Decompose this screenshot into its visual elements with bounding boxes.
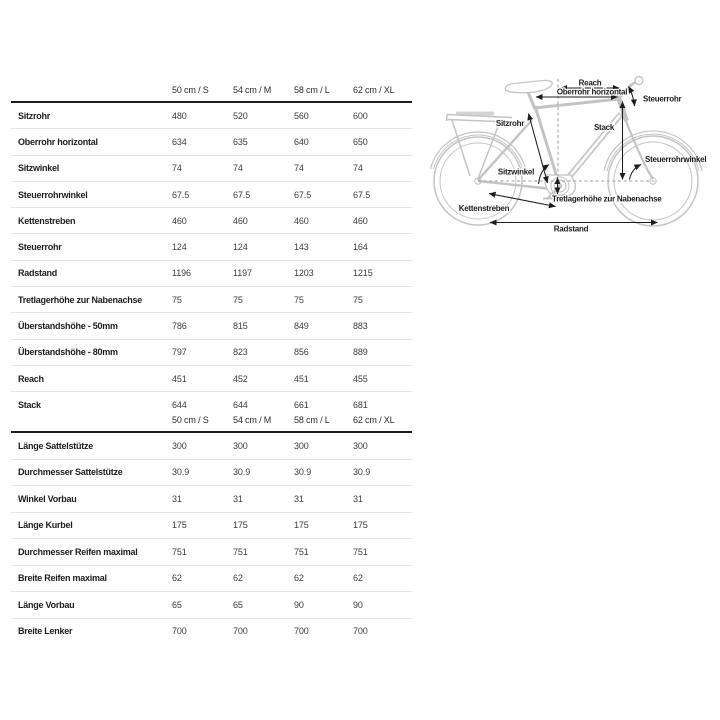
row-label: Oberrohr horizontal [18, 136, 98, 147]
table-row [11, 566, 412, 593]
spec-value: 751 [294, 546, 309, 557]
spec-value: 75 [294, 294, 304, 305]
spec-value: 640 [294, 136, 309, 147]
spec-value: 883 [353, 321, 368, 332]
spec-value: 67.5 [233, 189, 251, 200]
spec-value: 460 [294, 215, 309, 226]
spec-value: 480 [172, 110, 187, 121]
front-fender-inner [607, 134, 699, 171]
spec-value: 635 [233, 136, 248, 147]
diagram-label-tretlagerhoehe: Tretlagerhöhe zur Nabenachse [552, 194, 662, 204]
row-label: Breite Lenker [18, 626, 73, 637]
spec-value: 31 [233, 493, 243, 504]
table-row [11, 156, 412, 182]
spec-value: 700 [353, 626, 368, 637]
spec-value: 175 [294, 520, 309, 531]
spec-value: 175 [353, 520, 368, 531]
table-row [11, 539, 412, 566]
spec-value: 30.9 [172, 467, 190, 478]
spec-value: 751 [353, 546, 368, 557]
spec-value: 452 [233, 373, 248, 384]
spec-value: 681 [353, 399, 368, 410]
spec-value: 455 [353, 373, 368, 384]
spec-value: 75 [353, 294, 363, 305]
row-label: Sitzrohr [18, 110, 51, 121]
table-row [11, 129, 412, 155]
spec-value: 75 [172, 294, 182, 305]
spec-value: 300 [294, 440, 309, 451]
diagram-label-kettenstreben: Kettenstreben [458, 204, 510, 213]
column-header-size-s: 50 cm / S [172, 85, 209, 95]
spec-value: 1215 [353, 268, 373, 279]
table-row [11, 592, 412, 619]
column-header-size-xl: 62 cm / XL [353, 415, 395, 425]
table-row [11, 261, 412, 287]
row-label: Kettenstreben [18, 215, 76, 226]
spec-value: 644 [172, 399, 187, 410]
spec-value: 797 [172, 347, 187, 358]
spec-value: 75 [233, 294, 243, 305]
row-label: Radstand [18, 268, 58, 279]
spec-value: 700 [294, 626, 309, 637]
column-header-size-xl: 62 cm / XL [353, 85, 395, 95]
spec-value: 856 [294, 347, 309, 358]
diagram-label-steuerrohr: Steuerrohr [643, 94, 682, 104]
diagram-label-radstand: Radstand [553, 224, 589, 234]
row-label: Steuerrohrwinkel [18, 189, 88, 200]
row-label: Durchmesser Sattelstütze [18, 467, 123, 478]
spec-value: 74 [233, 163, 243, 174]
spec-value: 90 [294, 599, 304, 610]
row-label: Länge Kurbel [18, 520, 73, 531]
spec-value: 300 [172, 440, 187, 451]
column-header-size-m: 54 cm / M [233, 415, 272, 425]
spec-value: 67.5 [353, 189, 371, 200]
row-label: Stack [18, 399, 41, 410]
diagram-label-steuerrohrwinkel: Steuerrohrwinkel [645, 155, 707, 164]
bike-geometry-diagram [425, 55, 720, 255]
spec-value: 700 [172, 626, 187, 637]
spec-value: 600 [353, 110, 368, 121]
row-label: Sitzwinkel [18, 163, 60, 174]
table-row [11, 433, 412, 460]
row-label: Breite Reifen maximal [18, 573, 107, 584]
table-row [11, 619, 412, 645]
table-row [11, 287, 412, 313]
size-header-row [11, 79, 412, 103]
diagram-label-reach: Reach [578, 78, 602, 88]
spec-value: 751 [172, 546, 187, 557]
spec-value: 74 [353, 163, 363, 174]
spec-value: 175 [172, 520, 187, 531]
table-row [11, 208, 412, 234]
row-label: Steuerrohr [18, 242, 62, 253]
spec-value: 815 [233, 321, 248, 332]
spec-value: 62 [294, 573, 304, 584]
spec-value: 644 [233, 399, 248, 410]
table-row [11, 182, 412, 208]
row-label: Durchmesser Reifen maximal [18, 546, 138, 557]
spec-value: 30.9 [233, 467, 251, 478]
column-header-size-m: 54 cm / M [233, 85, 272, 95]
column-header-size-l: 58 cm / L [294, 85, 330, 95]
spec-value: 889 [353, 347, 368, 358]
row-label: Winkel Vorbau [18, 493, 77, 504]
spec-value: 634 [172, 136, 187, 147]
steuerrohr-arrow [629, 87, 635, 107]
spec-value: 31 [294, 493, 304, 504]
spec-value: 124 [233, 242, 248, 253]
table-row [11, 513, 412, 540]
diagram-label-sitzwinkel: Sitzwinkel [497, 167, 535, 177]
spec-value: 62 [233, 573, 243, 584]
spec-value: 65 [172, 599, 182, 610]
spec-value: 451 [294, 373, 309, 384]
spec-value: 62 [172, 573, 182, 584]
geometry-table-components [11, 409, 412, 644]
column-header-size-s: 50 cm / S [172, 415, 209, 425]
table-row [11, 486, 412, 513]
steuerrohrwinkel-arc [630, 165, 642, 180]
spec-value: 451 [172, 373, 187, 384]
diagram-label-sitzrohr: Sitzrohr [495, 119, 525, 128]
spec-value: 460 [233, 215, 248, 226]
diagram-label-stack: Stack [593, 123, 615, 132]
spec-value: 62 [353, 573, 363, 584]
spec-value: 661 [294, 399, 309, 410]
spec-value: 300 [233, 440, 248, 451]
diagram-label-oberrohr: Oberrohr horizontal [556, 87, 628, 97]
spec-value: 823 [233, 347, 248, 358]
spec-value: 124 [172, 242, 187, 253]
spec-value: 849 [294, 321, 309, 332]
spec-value: 786 [172, 321, 187, 332]
spec-value: 31 [353, 493, 363, 504]
spec-value: 74 [294, 163, 304, 174]
table-row [11, 313, 412, 339]
spec-value: 31 [172, 493, 182, 504]
row-label: Tretlagerhöhe zur Nabenachse [18, 294, 143, 305]
spec-value: 65 [233, 599, 243, 610]
table-row [11, 340, 412, 366]
row-label: Länge Vorbau [18, 599, 75, 610]
spec-value: 520 [233, 110, 248, 121]
row-label: Überstandshöhe - 50mm [18, 321, 118, 332]
row-label: Reach [18, 373, 44, 384]
column-header-size-l: 58 cm / L [294, 415, 330, 425]
spec-value: 143 [294, 242, 309, 253]
size-header-row [11, 409, 412, 433]
spec-value: 175 [233, 520, 248, 531]
spec-value: 74 [172, 163, 182, 174]
spec-value: 650 [353, 136, 368, 147]
spec-value: 30.9 [294, 467, 312, 478]
spec-value: 700 [233, 626, 248, 637]
row-label: Länge Sattelstütze [18, 440, 94, 451]
spec-value: 90 [353, 599, 363, 610]
spec-value: 460 [353, 215, 368, 226]
spec-value: 67.5 [172, 189, 190, 200]
spec-value: 751 [233, 546, 248, 557]
spec-value: 67.5 [294, 189, 312, 200]
spec-value: 1197 [233, 268, 252, 279]
spec-value: 1203 [294, 268, 314, 279]
spec-value: 30.9 [353, 467, 371, 478]
table-row [11, 103, 412, 129]
spec-value: 300 [353, 440, 368, 451]
saddle-seatpost [505, 80, 552, 109]
spec-value: 560 [294, 110, 309, 121]
spec-value: 164 [353, 242, 368, 253]
geometry-table-frame [11, 79, 412, 418]
spec-value: 460 [172, 215, 187, 226]
rear-fender-inner [434, 135, 523, 169]
table-row [11, 460, 412, 487]
table-row [11, 366, 412, 392]
table-row [11, 234, 412, 260]
row-label: Überstandshöhe - 80mm [18, 347, 118, 358]
spec-value: 1196 [172, 268, 191, 279]
